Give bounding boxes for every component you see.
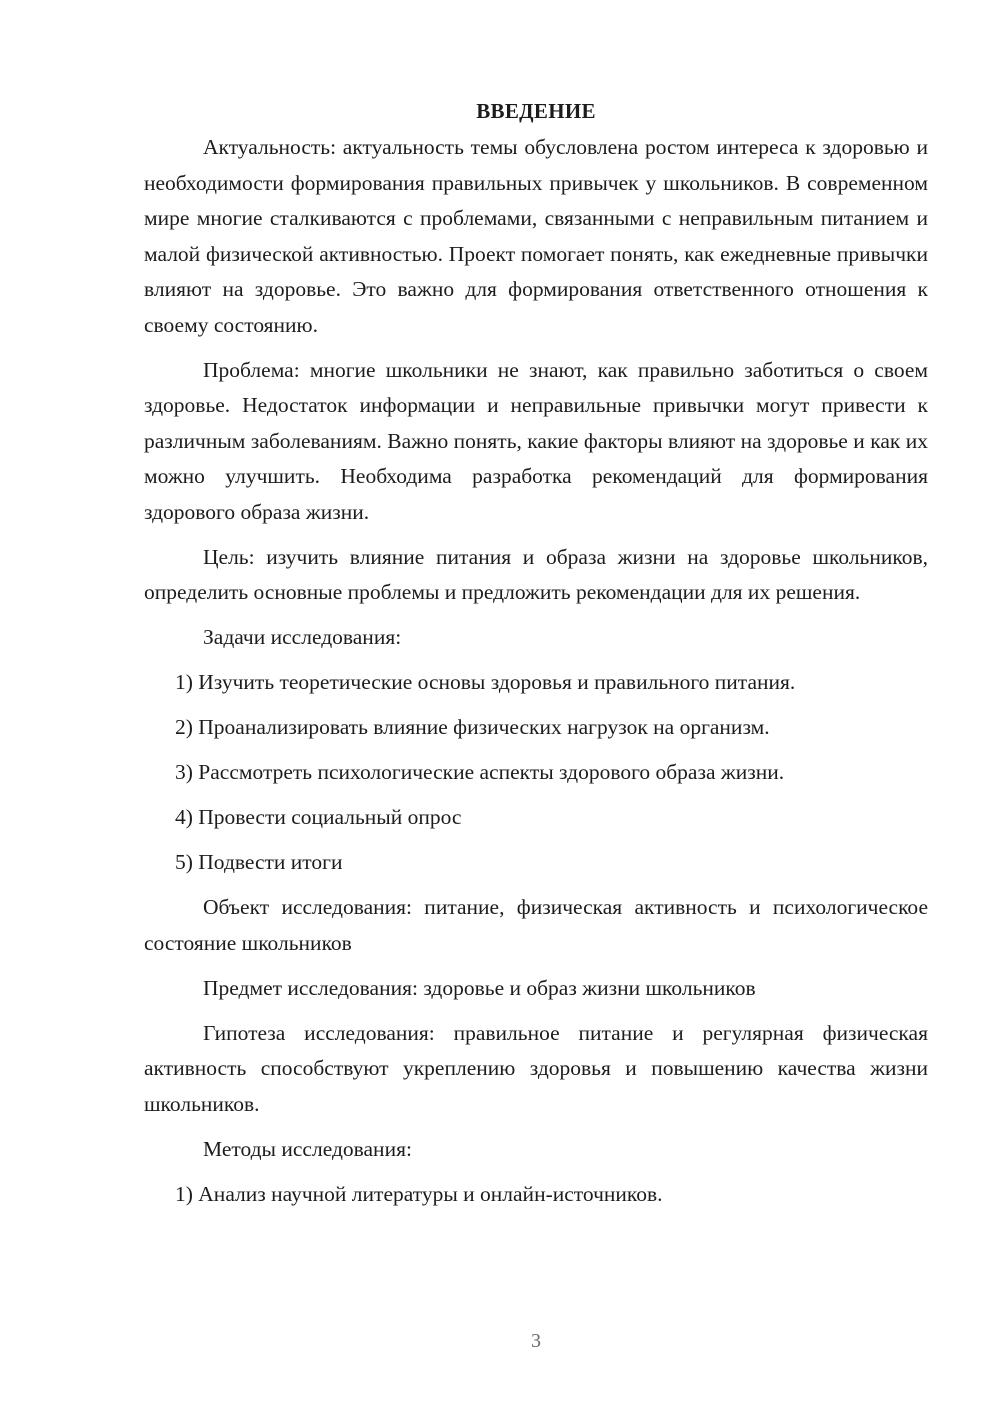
paragraph-problem: Проблема: многие школьники не знают, как правильно заботиться о своем здоровье. Недостаток информации и неправильные привычки могут привести к различным заболеваниям. Важно понять, какие факторы влияют на здоровье и как их можно улучшить. Необходима разработка рекомендаций для формирования здорового образа жизни. [144, 357, 928, 524]
list-item-task-4: 4) Провести социальный опрос [175, 805, 462, 829]
paragraph-goal: Цель: изучить влияние питания и образа жизни на здоровье школьников, определить основные проблемы и предложить рекомендации для их решения. [144, 544, 928, 604]
list-item-task-5: 5) Подвести итоги [175, 850, 343, 874]
methods-heading: Методы исследования: [203, 1136, 412, 1161]
document-page [144, 96, 928, 1212]
list-item-method-1: 1) Анализ научной литературы и онлайн-источников. [175, 1181, 663, 1206]
paragraph-hypothesis: Гипотеза исследования: правильное питание и регулярная физическая активность способствуют укреплению здоровья и повышению качества жизни школьников. [144, 1020, 928, 1116]
paragraph-relevance: Актуальность: актуальность темы обусловлена ростом интереса к здоровью и необходимости формирования правильных привычек у школьников. В современном мире многие сталкиваются с проблемами, связанными с неправильным питанием и малой физической активностью. Проект помогает понять, как ежедневные привычки влияют на здоровье. Это важно для формирования ответственного отношения к своему состоянию. [144, 135, 928, 337]
paragraph-object: Объект исследования: питание, физическая активность и психологическое состояние школьников [144, 895, 928, 955]
page-title: ВВЕДЕНИЕ [476, 99, 596, 123]
list-item-task-2: 2) Проанализировать влияние физических нагрузок на организм. [175, 715, 770, 739]
paragraph-subject: Предмет исследования: здоровье и образ жизни школьников [203, 975, 756, 1000]
list-item-task-3: 3) Рассмотреть психологические аспекты здорового образа жизни. [175, 760, 785, 784]
list-item-task-1: 1) Изучить теоретические основы здоровья и правильного питания. [175, 670, 796, 694]
tasks-heading: Задачи исследования: [203, 625, 402, 649]
page-number: 3 [531, 1330, 541, 1352]
